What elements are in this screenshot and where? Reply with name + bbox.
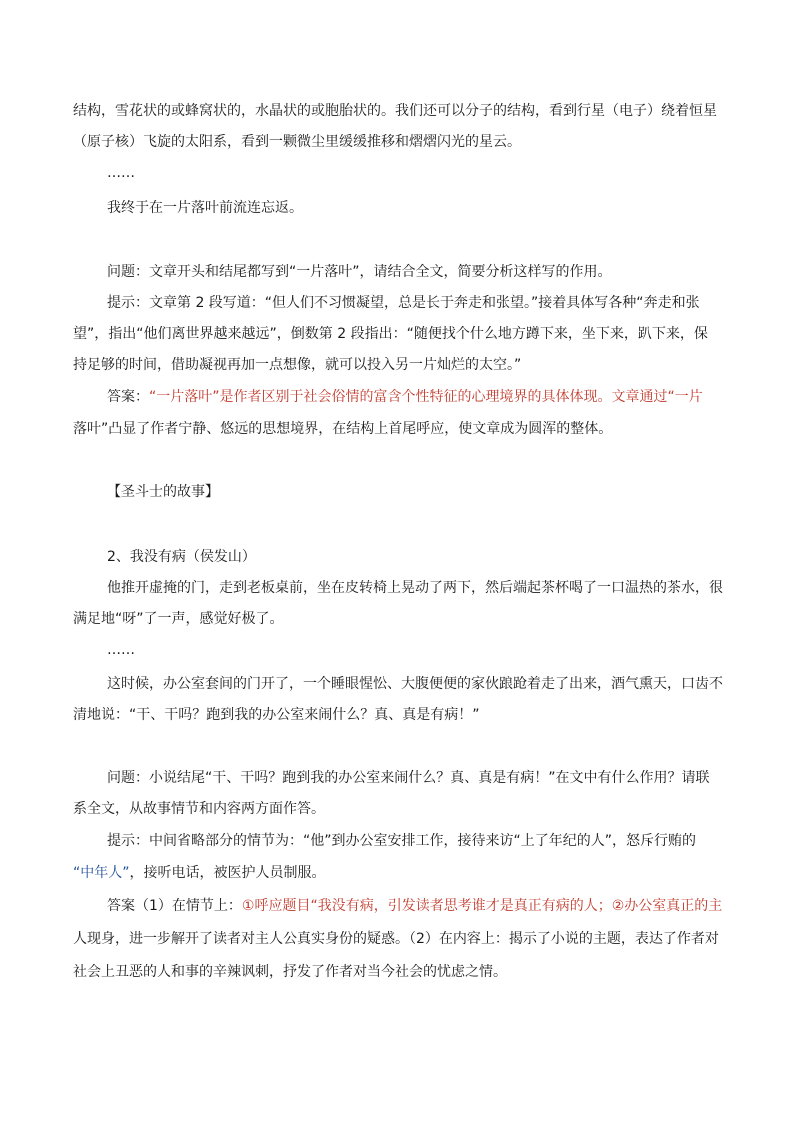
answer-line: 人现身，进一步解开了读者对主人公真实身份的疑惑。（2）在内容上：揭示了小说的主题，表达了作者对 bbox=[73, 931, 719, 947]
hint-text: ，接听电话，被医护人员制服。 bbox=[129, 865, 326, 881]
hint-line: 提示：中间省略部分的情节为：“他”到办公室安排工作，接待来访“上了年纪的人”，怒斥行贿的 bbox=[107, 833, 697, 849]
ellipsis: …… bbox=[107, 165, 135, 181]
question-text: 问题：小说结尾“干、干吗？跑到我的办公室来闹什么？真、真是有病！”在文中有什么作用？请联 bbox=[107, 770, 710, 786]
question-text: 问题：文章开头和结尾都写到“一片落叶”，请结合全文，简要分析这样写的作用。 bbox=[107, 264, 612, 280]
ellipsis: …… bbox=[107, 642, 135, 658]
paragraph-line: 他推开虚掩的门，走到老板桌前，坐在皮转椅上晃动了两下，然后端起茶杯喝了一口温热的茶水，很 bbox=[107, 580, 723, 596]
story-title: 2、我没有病（侯发山） bbox=[107, 549, 256, 565]
answer-text: “一片落叶”是作者区别于社会俗情的富含个性特征的心理境界的具体体现。文章通过“一片 bbox=[149, 389, 703, 405]
hint-line: 持足够的时间，借助凝视再加一点想像，就可以投入另一片灿烂的太空。” bbox=[73, 357, 522, 373]
hint-line: 提示：文章第 2 段写道：“但人们不习惯凝望，总是长于奔走和张望。”接着具体写各种“奔走和张 bbox=[107, 295, 700, 311]
answer-label: 答案 bbox=[107, 898, 135, 914]
paragraph-line: 我终于在一片落叶前流连忘返。 bbox=[107, 200, 303, 216]
paragraph-line: （原子核）飞旋的太阳系，看到一颗微尘里缓缓推移和熠熠闪光的星云。 bbox=[73, 134, 521, 150]
hint-line: 望”，指出“他们离世界越来越远”，倒数第 2 段指出：“随便找个什么地方蹲下来，坐下来，趴下来，保 bbox=[73, 326, 708, 342]
answer-line: 落叶”凸显了作者宁静、悠远的思想境界，在结构上首尾呼应，使文章成为圆浑的整体。 bbox=[73, 421, 613, 437]
answer-line bbox=[107, 387, 703, 407]
paragraph-line: 这时候，办公室套间的门开了，一个睡眼惺忪、大腹便便的家伙踉跄着走了出来，酒气熏天，口齿不 bbox=[107, 676, 723, 692]
paragraph-line: 结构，雪花状的或蜂窝状的，水晶状的或胞胎状的。我们还可以分子的结构，看到行星（电子）绕着恒星 bbox=[73, 103, 717, 119]
answer-label: 答案： bbox=[107, 389, 149, 405]
section-heading: 【圣斗士的故事】 bbox=[107, 484, 219, 500]
answer-line: 社会上丑恶的人和事的辛辣讽刺，抒发了作者对当今社会的忧虑之情。 bbox=[73, 964, 507, 980]
hint-highlight: “中年人” bbox=[73, 865, 130, 881]
question-text: 系全文，从故事情节和内容两方面作答。 bbox=[73, 801, 325, 817]
paragraph-line: 清地说：“干、干吗？跑到我的办公室来闹什么？真、真是有病！” bbox=[73, 707, 480, 723]
answer-part-label: （1）在情节上： bbox=[135, 898, 242, 914]
hint-line bbox=[73, 863, 326, 883]
paragraph-line: 满足地“呀”了一声，感觉好极了。 bbox=[73, 611, 284, 627]
answer-line bbox=[107, 896, 722, 916]
answer-text: ①呼应题目“我没有病，引发读者思考谁才是真正有病的人；②办公室真正的主 bbox=[241, 898, 723, 914]
